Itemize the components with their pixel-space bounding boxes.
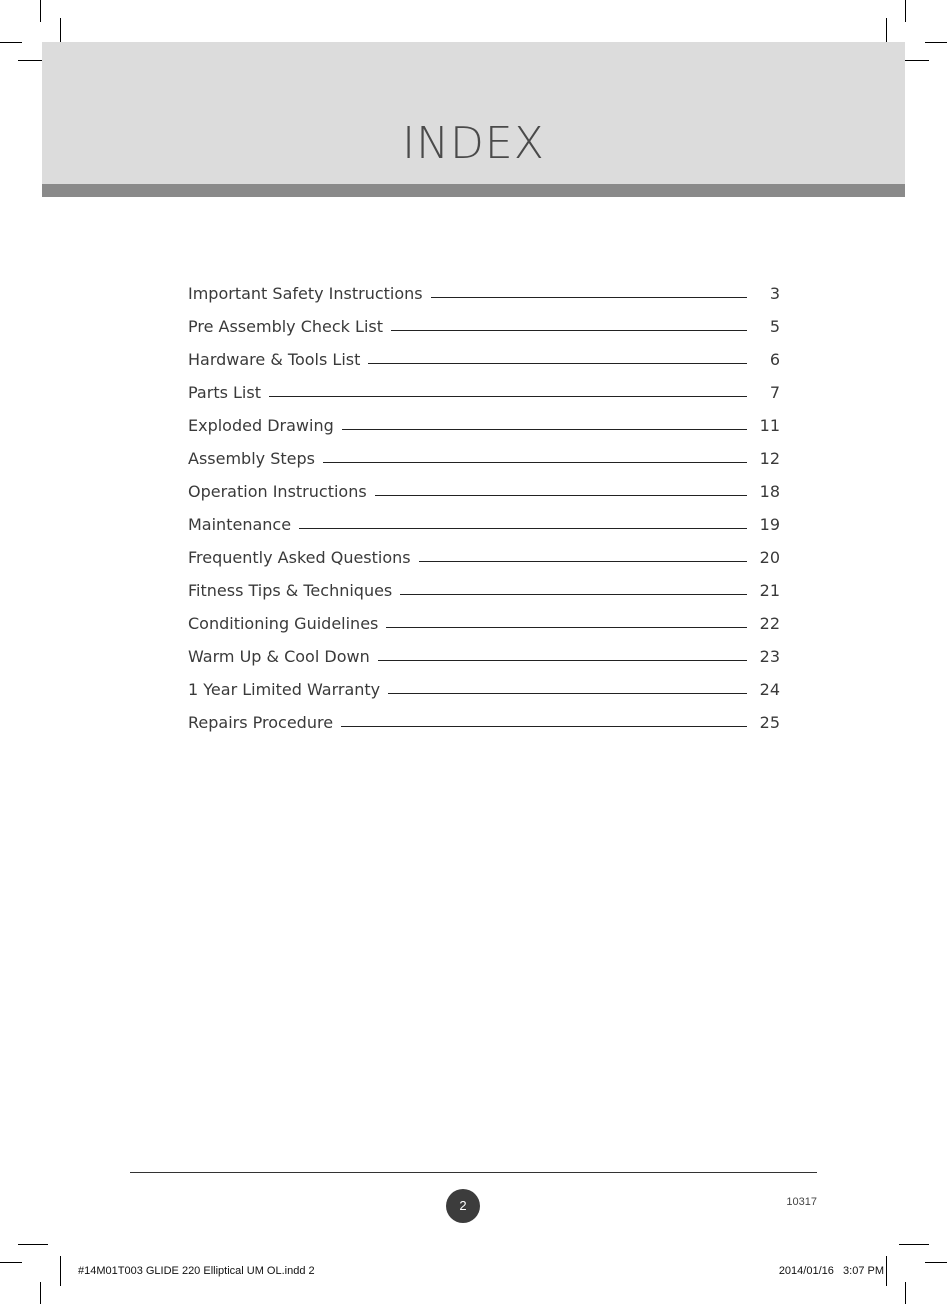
page-number-badge: 2 xyxy=(446,1189,480,1223)
toc-entry xyxy=(188,633,780,666)
toc-leader-line xyxy=(400,594,747,595)
toc-entry xyxy=(188,303,780,336)
toc-entry-label: Frequently Asked Questions xyxy=(188,548,411,567)
page-title: INDEX xyxy=(402,118,545,169)
toc-entry xyxy=(188,600,780,633)
toc-entry-page: 23 xyxy=(759,647,780,666)
toc-leader-line xyxy=(375,495,747,496)
crop-mark-br-h2 xyxy=(899,1244,929,1245)
toc-entry-label: Assembly Steps xyxy=(188,449,315,468)
toc-entry-page: 6 xyxy=(769,350,780,369)
toc-entry-page: 7 xyxy=(769,383,780,402)
toc-entry-page: 5 xyxy=(769,317,780,336)
toc-entry-label: 1 Year Limited Warranty xyxy=(188,680,381,699)
toc-entry-page: 3 xyxy=(769,284,780,303)
toc-entry-label: Repairs Procedure xyxy=(188,713,334,732)
crop-mark-bl-h1 xyxy=(0,1262,22,1263)
toc-entry-label: Operation Instructions xyxy=(188,482,367,501)
toc-entry xyxy=(188,534,780,567)
toc-entry-page: 18 xyxy=(759,482,780,501)
toc-entry xyxy=(188,270,780,303)
crop-mark-br-v2 xyxy=(886,1256,887,1286)
toc-entry-label: Exploded Drawing xyxy=(188,416,334,435)
crop-mark-bl-v1 xyxy=(40,1282,41,1304)
toc-entry-label: Hardware & Tools List xyxy=(188,350,361,369)
toc-entry-label: Parts List xyxy=(188,383,261,402)
toc-entry-page: 24 xyxy=(759,680,780,699)
toc-entry-page: 12 xyxy=(759,449,780,468)
toc-entry xyxy=(188,402,780,435)
toc-entry-label: Conditioning Guidelines xyxy=(188,614,379,633)
crop-mark-tl-h1 xyxy=(0,42,22,43)
toc-entry-label: Maintenance xyxy=(188,515,292,534)
toc-leader-line xyxy=(299,528,747,529)
crop-mark-br-h1 xyxy=(925,1262,947,1263)
toc-entry-page: 22 xyxy=(759,614,780,633)
toc-entry-page: 11 xyxy=(759,416,780,435)
crop-mark-bl-v2 xyxy=(60,1256,61,1286)
toc-leader-line xyxy=(323,462,747,463)
toc-leader-line xyxy=(342,429,747,430)
table-of-contents xyxy=(188,270,780,732)
toc-leader-line xyxy=(341,726,747,727)
toc-entry xyxy=(188,666,780,699)
toc-entry-page: 19 xyxy=(759,515,780,534)
toc-entry-page: 20 xyxy=(759,548,780,567)
toc-entry xyxy=(188,501,780,534)
toc-entry-label: Warm Up & Cool Down xyxy=(188,647,370,666)
print-slug-filename: #14M01T003 GLIDE 220 Elliptical UM OL.indd 2 xyxy=(78,1265,315,1277)
print-slug-timestamp: 2014/01/16 3:07 PM xyxy=(778,1265,884,1277)
toc-leader-line xyxy=(431,297,747,298)
toc-leader-line xyxy=(388,693,747,694)
toc-entry-label: Important Safety Instructions xyxy=(188,284,423,303)
crop-mark-tl-v1 xyxy=(40,0,41,22)
crop-mark-tr-h1 xyxy=(925,42,947,43)
toc-entry xyxy=(188,435,780,468)
toc-entry xyxy=(188,567,780,600)
crop-mark-tr-v1 xyxy=(905,0,906,22)
toc-entry xyxy=(188,336,780,369)
toc-entry-label: Fitness Tips & Techniques xyxy=(188,581,393,600)
footer-divider xyxy=(130,1172,817,1173)
toc-leader-line xyxy=(419,561,747,562)
document-code: 10317 xyxy=(786,1196,817,1208)
toc-entry-label: Pre Assembly Check List xyxy=(188,317,383,336)
toc-leader-line xyxy=(378,660,747,661)
toc-leader-line xyxy=(269,396,747,397)
header-accent-bar xyxy=(42,184,905,197)
toc-leader-line xyxy=(386,627,747,628)
toc-entry-page: 25 xyxy=(759,713,780,732)
toc-entry xyxy=(188,468,780,501)
crop-mark-bl-h2 xyxy=(18,1244,48,1245)
toc-entry xyxy=(188,369,780,402)
toc-entry xyxy=(188,699,780,732)
crop-mark-br-v1 xyxy=(905,1282,906,1304)
toc-leader-line xyxy=(368,363,747,364)
toc-entry-page: 21 xyxy=(759,581,780,600)
toc-leader-line xyxy=(391,330,747,331)
